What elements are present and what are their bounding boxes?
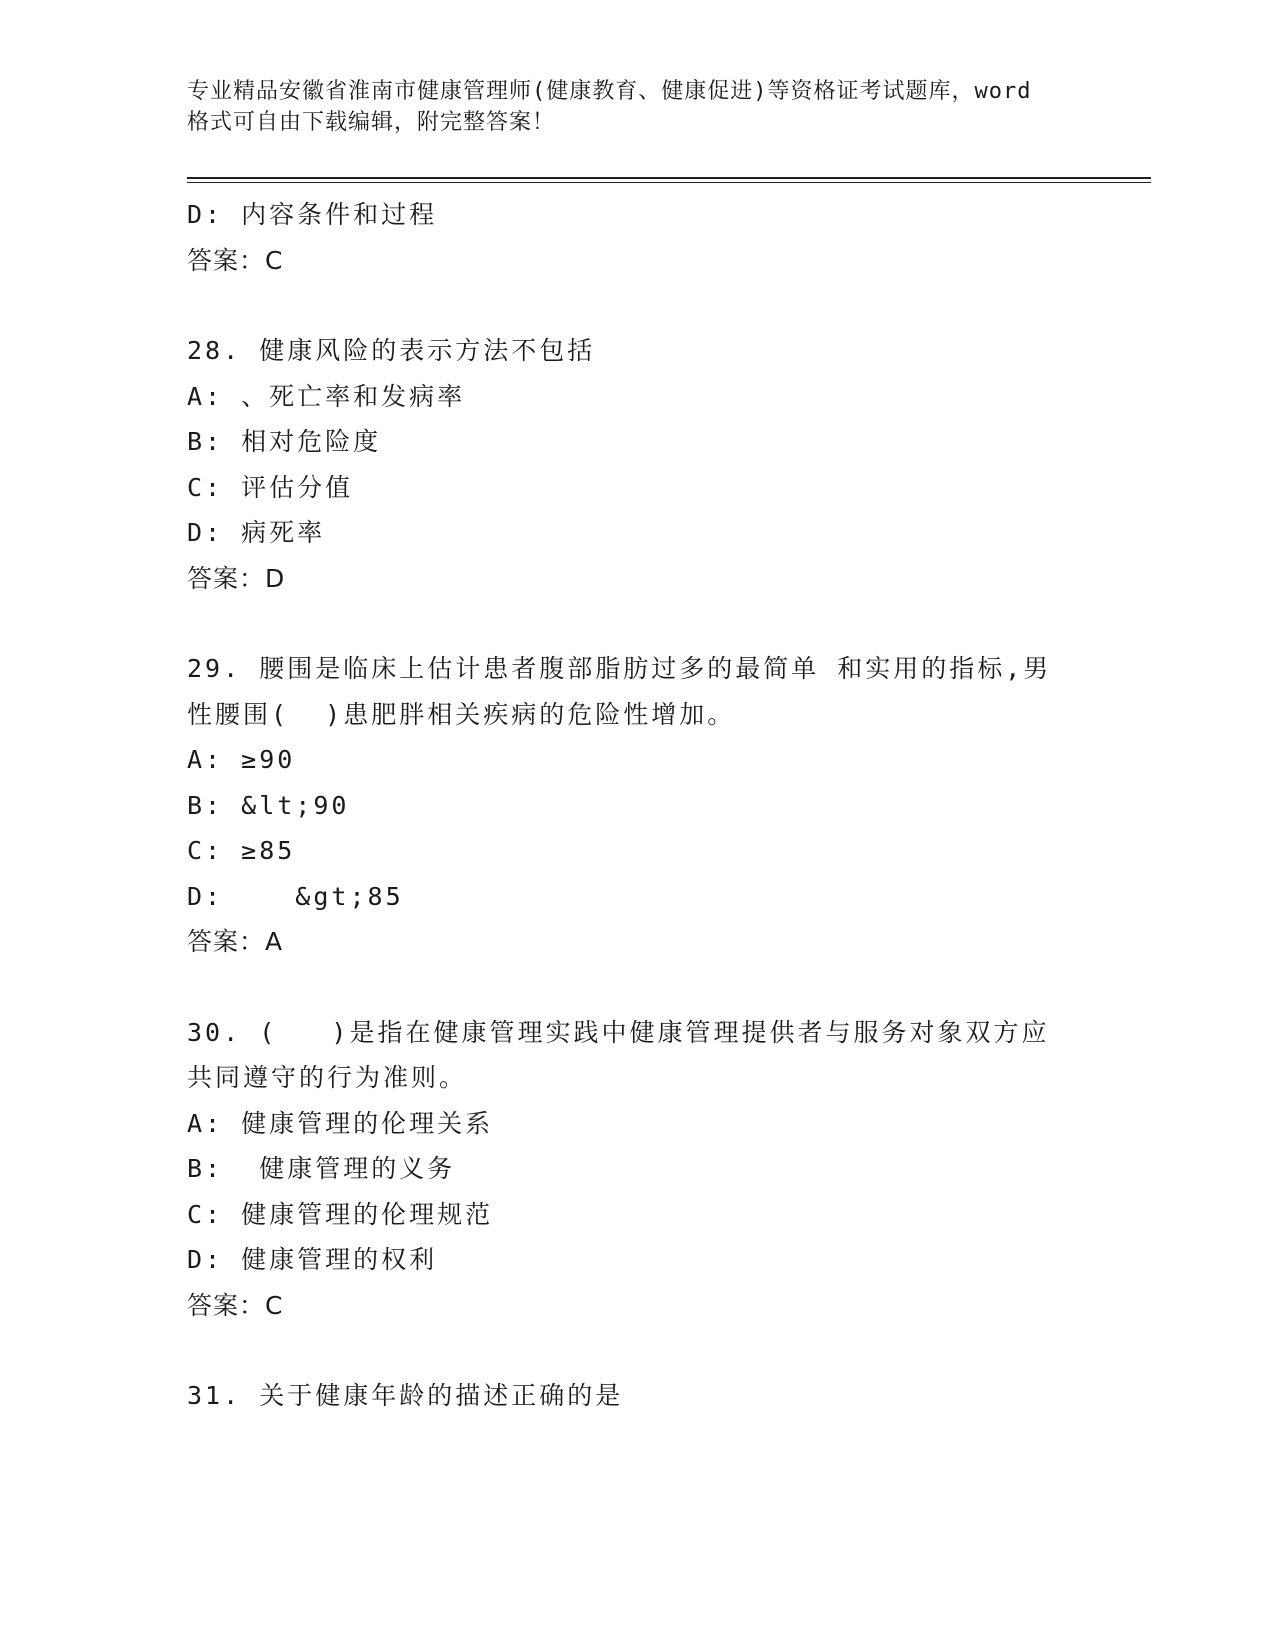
question-29 (187, 646, 1087, 965)
header-divider-thin (187, 182, 1151, 183)
answer: 答案：C (187, 245, 284, 275)
header-divider-thick (187, 177, 1151, 179)
option-a: A: 健康管理的伦理关系 (187, 1108, 494, 1138)
option-a: A: ≥90 (187, 745, 296, 774)
question-27-tail (187, 192, 1087, 283)
question-text-line-2: 性腰围( )患肥胖相关疾病的危险性增加。 (187, 699, 736, 729)
header-line-1: 专业精品安徽省淮南市健康管理师(健康教育、健康促进)等资格证考试题库，word (187, 79, 1032, 104)
question-list (187, 192, 1087, 1419)
option-d: D: 健康管理的权利 (187, 1245, 438, 1274)
answer: 答案：D (187, 563, 286, 593)
option-b: B: &lt;90 (187, 790, 350, 820)
question-text: 31. 关于健康年龄的描述正确的是 (187, 1381, 624, 1410)
option-c: C: 评估分值 (187, 472, 354, 502)
answer: 答案：C (187, 1290, 284, 1320)
option-d: D: 病死率 (187, 518, 326, 547)
option-a: A: 、死亡率和发病率 (187, 381, 466, 411)
header-line-2: 格式可自由下载编辑，附完整答案！ (187, 110, 556, 135)
question-text: 28. 健康风险的表示方法不包括 (187, 336, 596, 365)
document-header (187, 76, 1087, 138)
option-d: D: 内容条件和过程 (187, 200, 438, 229)
question-text-line-1: 29. 腰围是临床上估计患者腹部脂肪过多的最简单 和实用的指标,男 (187, 654, 1052, 683)
question-text-line-2: 共同遵守的行为准则。 (187, 1063, 468, 1092)
question-text-line-1: 30. ( )是指在健康管理实践中健康管理提供者与服务对象双方应 (187, 1017, 1050, 1047)
question-28 (187, 328, 1087, 601)
answer: 答案：A (187, 927, 284, 956)
option-b: B: 健康管理的义务 (187, 1154, 456, 1183)
option-c: C: ≥85 (187, 836, 296, 865)
question-31 (187, 1373, 1087, 1419)
option-d: D: &gt;85 (187, 881, 404, 911)
option-c: C: 健康管理的伦理规范 (187, 1199, 494, 1229)
option-b: B: 相对危险度 (187, 427, 382, 456)
question-30 (187, 1010, 1087, 1329)
